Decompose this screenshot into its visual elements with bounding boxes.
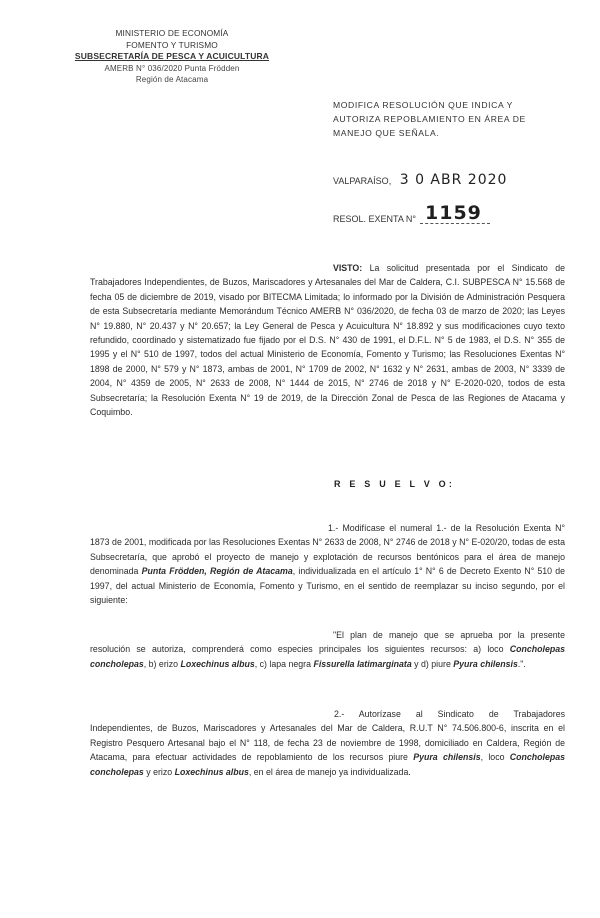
resolution-label: RESOL. EXENTA N° — [333, 214, 416, 224]
resolution-number-line — [333, 202, 490, 224]
place-label: VALPARAÍSO, — [333, 176, 392, 186]
article-2-text: 2.- Autorízase al Sindicato de Trabajadores Independientes, de Buzos, Mariscadores y Artesanales del Mar de Caldera, R.U.T N° 74.506.800-6, inscrita en el Registro Pesquero Artesanal bajo el N° 118, de fecha 23 de noviembre de 1998, domiciliado en Caldera, Región de Atacama, para efectuar actividades de repoblamiento de los recursos piure — [90, 709, 565, 763]
quote-text: y d) piure — [411, 658, 454, 669]
species-name: Loxechinus albus — [180, 658, 255, 669]
ministry-line: MINISTERIO DE ECONOMÍA — [115, 28, 229, 38]
article-2 — [90, 707, 565, 779]
species-name: Concholepas concholepas — [90, 644, 565, 669]
quote-text: .". — [517, 658, 526, 669]
visto-text: La solicitud presentada por el Sindicato de Trabajadores Independientes, de Buzos, Mariscadores y Artesanales del Mar de Caldera, C.I. SUBPESCA N° 15.568 de fecha 05 de diciembre de 2019, visado por BITECMA Limitada; lo informado por la División de Administración Pesquera de esta Subsecretaría mediante Memorándum Técnico AMERB N° 036/2020, de fecha 03 de marzo de 2020; las Leyes N° 19.880, N° 20.437 y N° 20.657; la Ley General de Pesca y Acuicultura N° 18.892 y sus modificaciones cuyo texto refundido, coordinado y sistematizado fue fijado por el D.S. N° 430 de 1991, el D.F.L. N° 5 de 1983, el D.S. N° 355 de 1995 y el N° 510 de 1997, todos del actual Ministerio de Economía, Fomento y Turismo; las Resoluciones Exentas N° 1898 de 2000, N° 579 y N° 1873, ambas de 2001, N° 1709 de 2002, N° 1632 y N° 2631, ambas de 2003, N° 3339 de 2004, N° 4359 de 2005, N° 2633 de 2008, N° 1444 de 2015, N° 2746 de 2018 y N° E-2020-020, todos de esta Subsecretaría; la Resolución Exenta N° 19 de 2019, de la Dirección Zonal de Pesca de las Regiones de Atacama y Coquimbo. — [90, 263, 565, 418]
species-name: Pyura chilensis — [413, 752, 481, 763]
visto-label: VISTO: — [333, 263, 363, 273]
article-2-text: y erizo — [143, 766, 175, 777]
species-name: Pyura chilensis — [453, 658, 518, 669]
article-2-text: , en el área de manejo ya individualizada. — [248, 766, 411, 777]
article-2-text: , loco — [480, 752, 510, 763]
issuer-header — [62, 28, 282, 86]
visto-paragraph — [90, 261, 565, 419]
subsecretaria-line: SUBSECRETARÍA DE PESCA Y ACUICULTURA — [74, 51, 270, 61]
area-name: Punta Frödden, Región de Atacama — [141, 566, 293, 577]
quote-text: , c) lapa negra — [254, 658, 314, 669]
species-name: Fissurella latimarginata — [313, 658, 412, 669]
quote-text: "El plan de manejo que se aprueba por la presente resolución se autoriza, comprenderá como especies principales los siguientes recursos: a) loco — [90, 630, 565, 655]
article-1 — [90, 521, 565, 607]
amerb-reference: AMERB N° 036/2020 Punta Frödden — [104, 63, 240, 73]
resuelvo-heading: R E S U E L V O: — [334, 479, 456, 489]
document-subject: MODIFICA RESOLUCIÓN QUE INDICA Y AUTORIZA REPOBLAMIENTO EN ÁREA DE MANEJO QUE SEÑALA. — [333, 100, 526, 138]
species-name: Loxechinus albus — [174, 766, 249, 777]
stamped-date: 3 0 ABR 2020 — [399, 172, 508, 188]
species-name: Concholepas concholepas — [90, 752, 566, 777]
article-1-text-end: , individualizada en el artículo 1° N° 6 de Decreto Exento N° 510 de 1997, del actual Ministerio de Economía, Fomento y Turismo, en el sentido de reemplazar su inciso segundo, por el siguiente: — [90, 566, 566, 606]
place-date — [333, 172, 507, 188]
ministry-line-2: FOMENTO Y TURISMO — [126, 39, 218, 50]
replacement-quote — [90, 628, 565, 671]
resolution-number: 1159 — [425, 202, 482, 224]
region-line: Región de Atacama — [135, 75, 209, 84]
article-1-text: 1.- Modifícase el numeral 1.- de la Resolución Exenta N° 1873 de 2001, modificada por las Resoluciones Exentas N° 2633 de 2008, N° 2746 de 2018 y N° E-020/20, todas de esta Subsecretaría, que aprobó el proyecto de manejo y explotación de recursos bentónicos para el área de manejo denominada — [90, 523, 565, 577]
quote-text: , b) erizo — [143, 658, 181, 669]
